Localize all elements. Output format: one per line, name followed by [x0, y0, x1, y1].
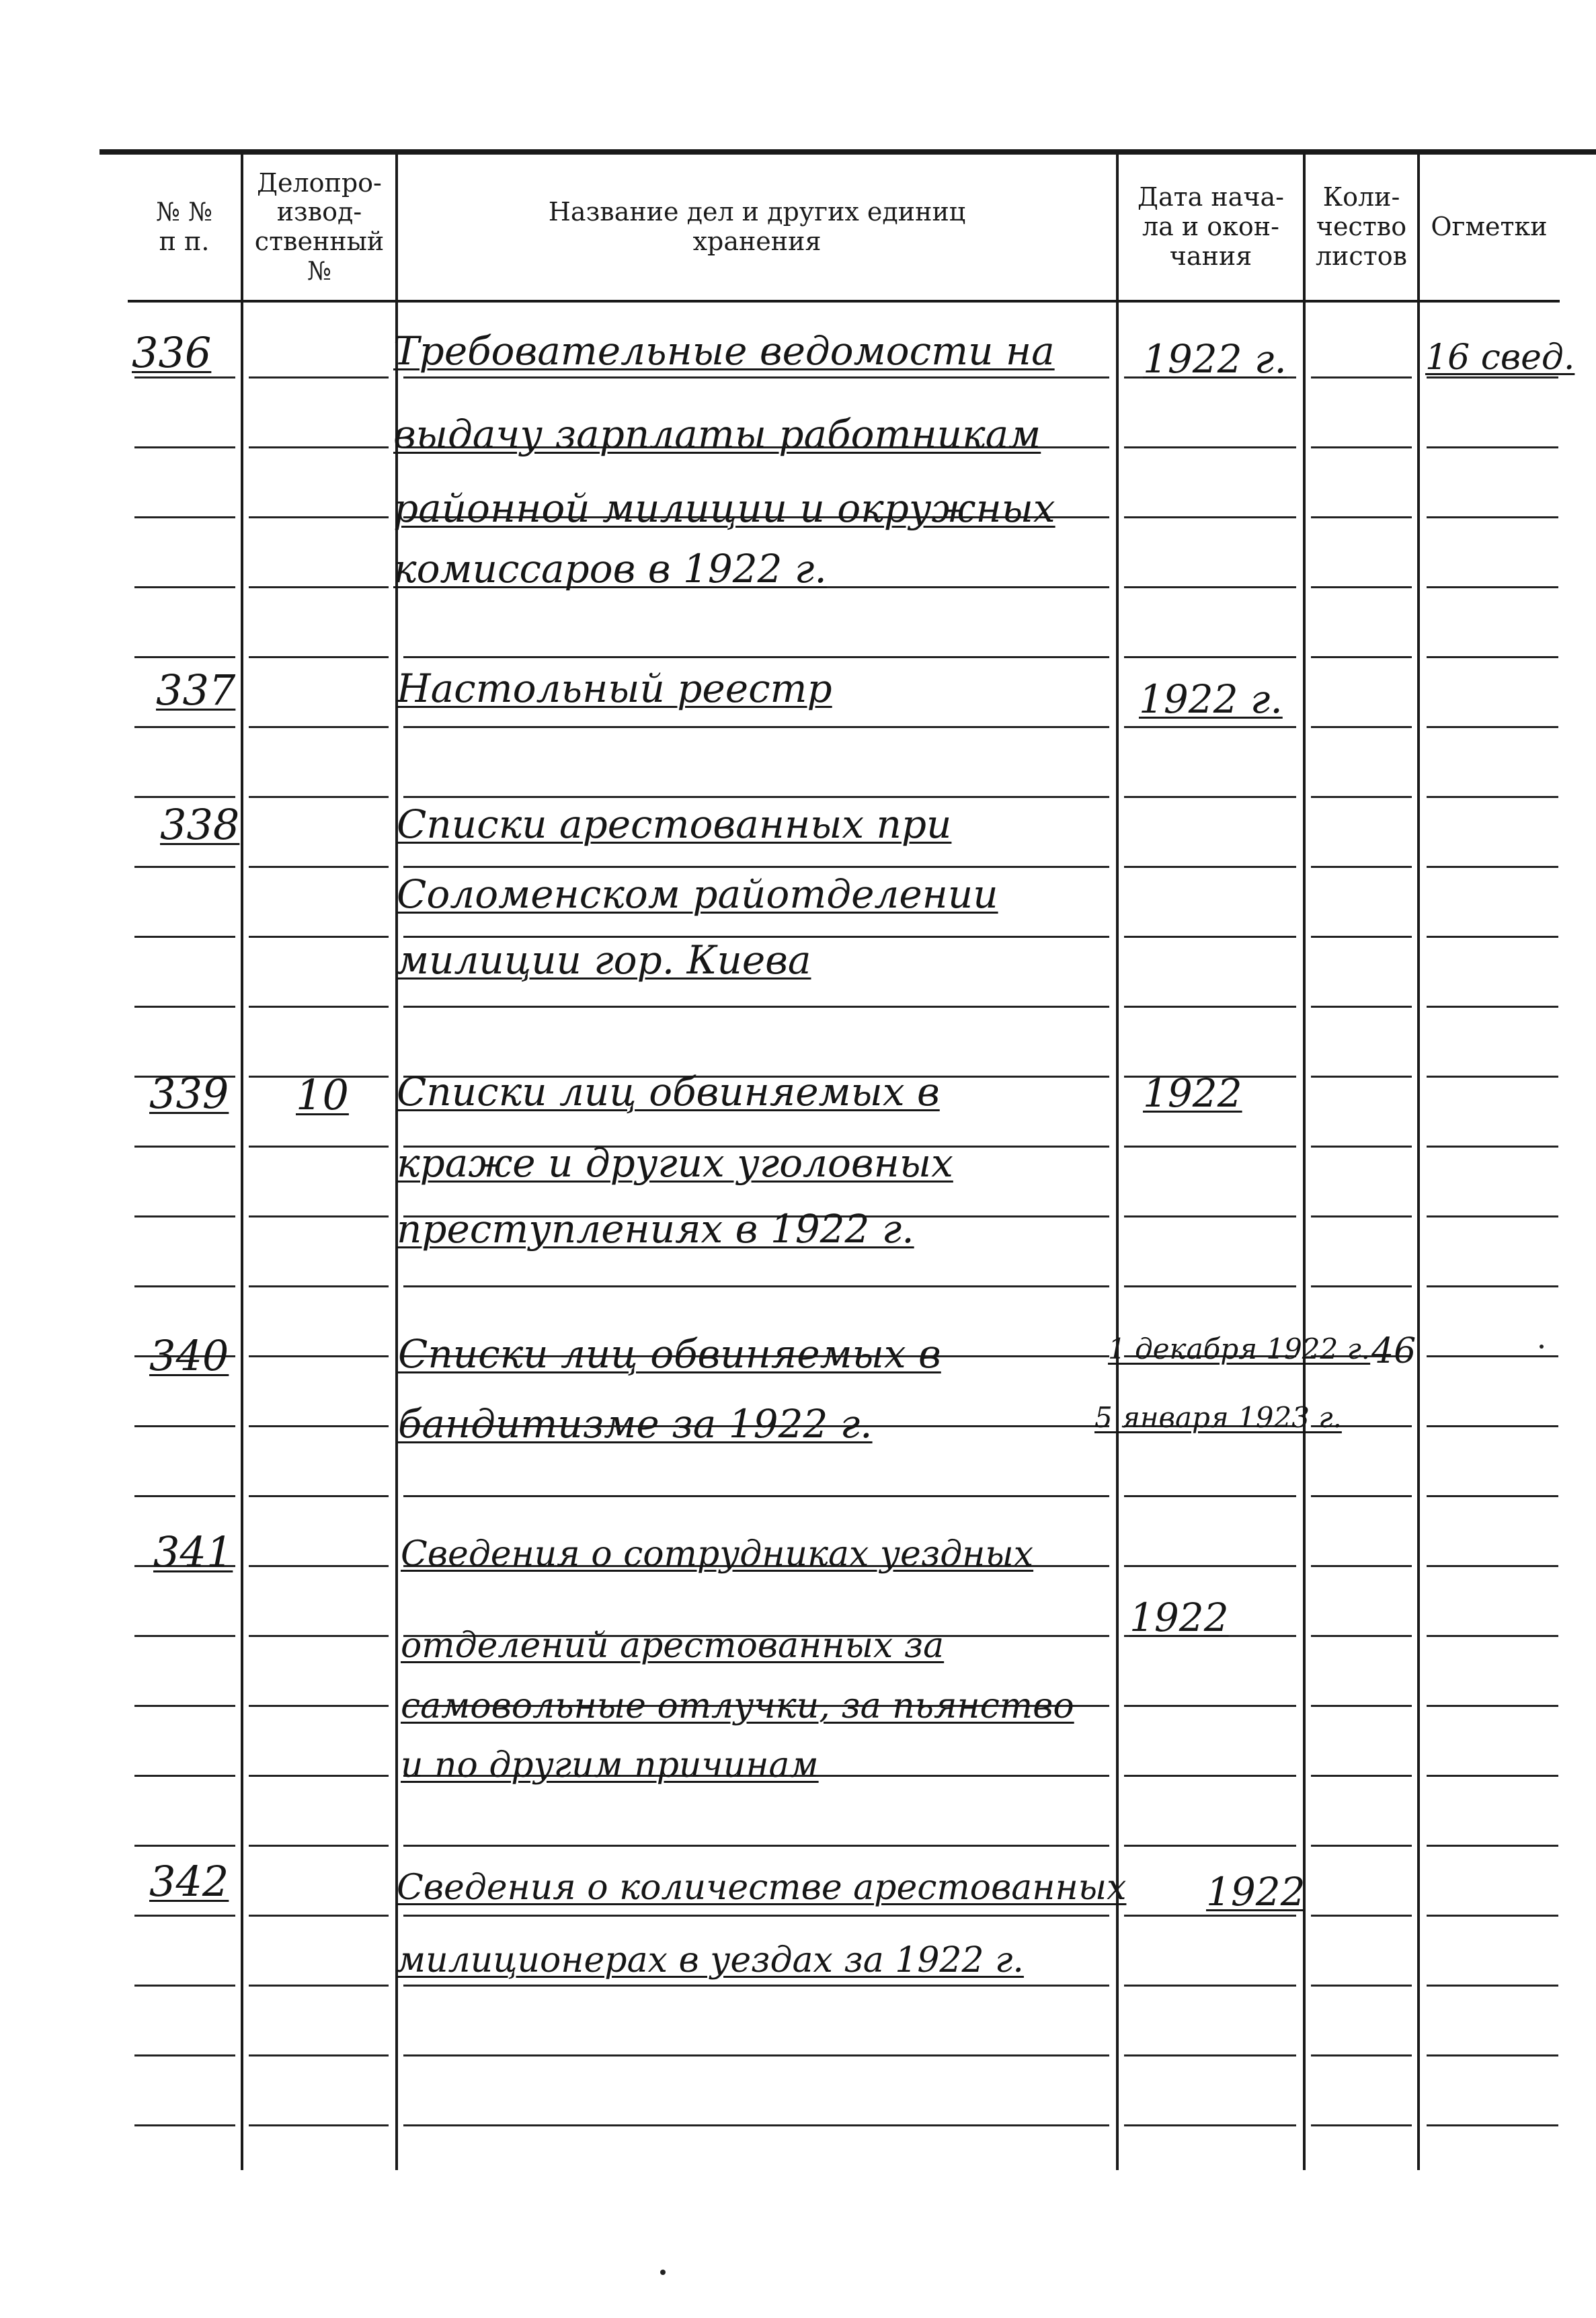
ruled-line	[249, 796, 389, 798]
ruled-line	[1311, 656, 1412, 658]
entry-number: 342	[149, 1857, 229, 1906]
ruled-line	[249, 1915, 389, 1917]
ruled-line	[403, 1915, 1109, 1917]
ruled-line	[1427, 866, 1558, 868]
column-divider-5	[1417, 153, 1420, 2170]
ruled-line	[1124, 2054, 1296, 2056]
ruled-line	[249, 446, 389, 448]
ruled-line	[1124, 1565, 1296, 1567]
entry-number: 337	[156, 666, 236, 715]
ruled-line	[1124, 1845, 1296, 1847]
ruled-line	[249, 1845, 389, 1847]
ruled-line	[249, 2124, 389, 2126]
ruled-line	[249, 1635, 389, 1637]
entry-title-line: краже и других уголовных	[397, 1140, 953, 1186]
ruled-line	[249, 586, 389, 588]
ruled-line	[134, 1985, 235, 1987]
ruled-line	[1311, 1565, 1412, 1567]
ruled-line	[249, 1006, 389, 1008]
entry-number: 341	[153, 1527, 233, 1576]
entry-date: 1922	[1206, 1869, 1306, 1915]
ruled-line	[1427, 1915, 1558, 1917]
entry-title-line: комиссаров в 1922 г.	[393, 546, 827, 592]
ruled-line	[1427, 1355, 1558, 1357]
ruled-line	[1427, 446, 1558, 448]
ruled-line	[1124, 726, 1296, 728]
ruled-line	[1311, 2124, 1412, 2126]
header-office-number: Делопро- извод- ственный №	[254, 167, 385, 286]
ruled-line	[134, 1146, 235, 1148]
scan-speck	[660, 2270, 666, 2275]
ruled-line	[1124, 1215, 1296, 1217]
ruled-line	[134, 586, 235, 588]
ruled-line	[1311, 1006, 1412, 1008]
entry-title-line: Списки лиц обвиняемых в	[398, 1331, 941, 1377]
ruled-line	[1427, 586, 1558, 588]
ruled-line	[1124, 516, 1296, 518]
ruled-line	[134, 866, 235, 868]
ruled-line	[134, 726, 235, 728]
entry-title-line: Соломенском райотделении	[397, 871, 998, 917]
ruled-line	[1427, 1495, 1558, 1497]
ruled-line	[249, 1215, 389, 1217]
ruled-line	[1427, 1215, 1558, 1217]
ruled-line	[134, 1285, 235, 1287]
ruled-line	[1124, 586, 1296, 588]
ruled-line	[1124, 2124, 1296, 2126]
entry-title-line: Списки лиц обвиняемых в	[397, 1069, 940, 1115]
ruled-line	[1311, 586, 1412, 588]
ruled-line	[1311, 1635, 1412, 1637]
entry-title-line: Списки арестованных при	[397, 801, 952, 847]
ruled-line	[1311, 2054, 1412, 2056]
ruled-line	[134, 1915, 235, 1917]
ruled-line	[1311, 1215, 1412, 1217]
ruled-line	[249, 1705, 389, 1707]
ruled-line	[134, 796, 235, 798]
ruled-line	[249, 1985, 389, 1987]
ruled-line	[134, 1425, 235, 1427]
ruled-line	[1427, 1845, 1558, 1847]
entry-date: 1922 г.	[1143, 336, 1287, 382]
ruled-line	[1124, 1146, 1296, 1148]
ruled-line	[1427, 796, 1558, 798]
ruled-line	[1124, 1495, 1296, 1497]
ruled-line	[403, 1285, 1109, 1287]
header-number: № № п п.	[156, 197, 212, 256]
ruled-line	[249, 726, 389, 728]
ruled-line	[1124, 656, 1296, 658]
ruled-line	[1427, 516, 1558, 518]
ruled-line	[1311, 1146, 1412, 1148]
ruled-line	[1124, 446, 1296, 448]
ruled-line	[249, 1355, 389, 1357]
ruled-line	[1311, 726, 1412, 728]
entry-title-line: самовольные отлучки, за пьянство	[401, 1686, 1074, 1726]
ruled-line	[403, 796, 1109, 798]
ruled-line	[1427, 656, 1558, 658]
ruled-line	[249, 376, 389, 378]
ruled-line	[249, 516, 389, 518]
entry-date: 1 декабря 1922 г.	[1108, 1332, 1371, 1365]
entry-date: 1922 г.	[1139, 676, 1283, 722]
entry-title-line: Сведения о сотрудниках уездных	[401, 1534, 1034, 1574]
ruled-line	[403, 1985, 1109, 1987]
ruled-line	[134, 1006, 235, 1008]
ruled-line	[1124, 866, 1296, 868]
ruled-line	[1427, 1705, 1558, 1707]
ruled-line	[249, 1425, 389, 1427]
ruled-line	[249, 1146, 389, 1148]
ruled-line	[1124, 1915, 1296, 1917]
scan-speck	[1540, 1345, 1544, 1349]
entry-title-line: отделений арестованных за	[401, 1626, 945, 1666]
ruled-line	[1311, 1775, 1412, 1777]
ruled-line	[1427, 1006, 1558, 1008]
ruled-line	[1311, 1705, 1412, 1707]
ruled-line	[1311, 1285, 1412, 1287]
entry-number: 339	[149, 1069, 229, 1118]
ruled-line	[1427, 1565, 1558, 1567]
entry-number: 340	[149, 1331, 229, 1380]
entry-number: 336	[132, 328, 212, 377]
header-sheets: Коли- чество листов	[1315, 182, 1408, 271]
ruled-line	[403, 1845, 1109, 1847]
ruled-line	[1427, 1775, 1558, 1777]
ruled-line	[1311, 1076, 1412, 1078]
ruled-line	[1124, 1775, 1296, 1777]
ruled-line	[1311, 516, 1412, 518]
entry-title-line: милиционерах в уездах за 1922 г.	[397, 1940, 1024, 1981]
ruled-line	[1427, 1146, 1558, 1148]
ruled-line	[1311, 866, 1412, 868]
entry-title-line: районной милиции и окружных	[393, 485, 1055, 531]
ruled-line	[134, 1635, 235, 1637]
ruled-line	[134, 936, 235, 938]
entry-title-line: Сведения о количестве арестованных	[397, 1868, 1127, 1908]
ruled-line	[403, 656, 1109, 658]
entry-office-number: 10	[296, 1070, 349, 1119]
ruled-line	[1124, 796, 1296, 798]
ruled-line	[1311, 1845, 1412, 1847]
entry-date: 1922	[1129, 1595, 1229, 1640]
ruled-line	[134, 1845, 235, 1847]
ruled-line	[403, 726, 1109, 728]
header-title: Название дел и других единиц хранения	[548, 197, 966, 256]
ruled-line	[1311, 1985, 1412, 1987]
ruled-line	[1427, 2124, 1558, 2126]
ruled-line	[249, 1285, 389, 1287]
ruled-line	[1311, 796, 1412, 798]
ruled-line	[1124, 1006, 1296, 1008]
ruled-line	[134, 2054, 235, 2056]
entry-title-line: Настольный реестр	[397, 666, 832, 711]
entry-sheets: 46	[1371, 1331, 1417, 1371]
ruled-line	[1124, 1985, 1296, 1987]
ruled-line	[249, 1495, 389, 1497]
column-divider-1	[241, 153, 243, 2170]
ruled-line	[1427, 726, 1558, 728]
entry-title-line: преступлениях в 1922 г.	[397, 1206, 914, 1252]
ruled-line	[134, 1495, 235, 1497]
ruled-line	[134, 2124, 235, 2126]
ruled-line	[403, 1495, 1109, 1497]
ruled-line	[249, 1775, 389, 1777]
ruled-line	[1311, 1915, 1412, 1917]
ruled-line	[134, 1775, 235, 1777]
header-bottom-border	[128, 300, 1560, 303]
ruled-line	[134, 446, 235, 448]
entry-date: 1922	[1143, 1070, 1242, 1116]
ruled-line	[1124, 936, 1296, 938]
ruled-line	[1311, 446, 1412, 448]
ruled-line	[1427, 1076, 1558, 1078]
ruled-line	[249, 2054, 389, 2056]
entry-date: 5 января 1923 г.	[1094, 1401, 1342, 1434]
ruled-line	[1427, 1285, 1558, 1287]
ruled-line	[1311, 376, 1412, 378]
ruled-line	[249, 936, 389, 938]
entry-title-line: Требовательные ведомости на	[393, 328, 1055, 374]
ruled-line	[1427, 2054, 1558, 2056]
ruled-line	[403, 1006, 1109, 1008]
ruled-line	[403, 866, 1109, 868]
ruled-line	[1124, 1285, 1296, 1287]
entry-title-line: и по другим причинам	[401, 1745, 819, 1786]
ruled-line	[403, 2124, 1109, 2126]
entry-title-line: милиции гор. Киева	[397, 937, 811, 983]
ruled-line	[1311, 936, 1412, 938]
header-dates: Дата нача- ла и окон- чания	[1138, 182, 1284, 271]
entry-title-line: бандитизме за 1922 г.	[398, 1401, 873, 1447]
ruled-line	[1427, 1985, 1558, 1987]
column-divider-4	[1303, 153, 1306, 2170]
header-notes: Огметки	[1431, 212, 1548, 242]
ruled-line	[1124, 1705, 1296, 1707]
entry-number: 338	[160, 800, 240, 849]
ruled-line	[249, 1565, 389, 1567]
ruled-line	[249, 656, 389, 658]
ruled-line	[1427, 1635, 1558, 1637]
ruled-line	[134, 1215, 235, 1217]
ruled-line	[134, 656, 235, 658]
ruled-line	[134, 516, 235, 518]
ruled-line	[1427, 1425, 1558, 1427]
ruled-line	[1427, 936, 1558, 938]
entry-note: 16 свед.	[1425, 337, 1575, 378]
ruled-line	[403, 376, 1109, 378]
entry-title-line: выдачу зарплаты работникам	[393, 411, 1041, 457]
ruled-line	[1311, 1495, 1412, 1497]
ruled-line	[134, 1705, 235, 1707]
table-top-border	[99, 149, 1596, 155]
ruled-line	[249, 866, 389, 868]
ruled-line	[403, 2054, 1109, 2056]
